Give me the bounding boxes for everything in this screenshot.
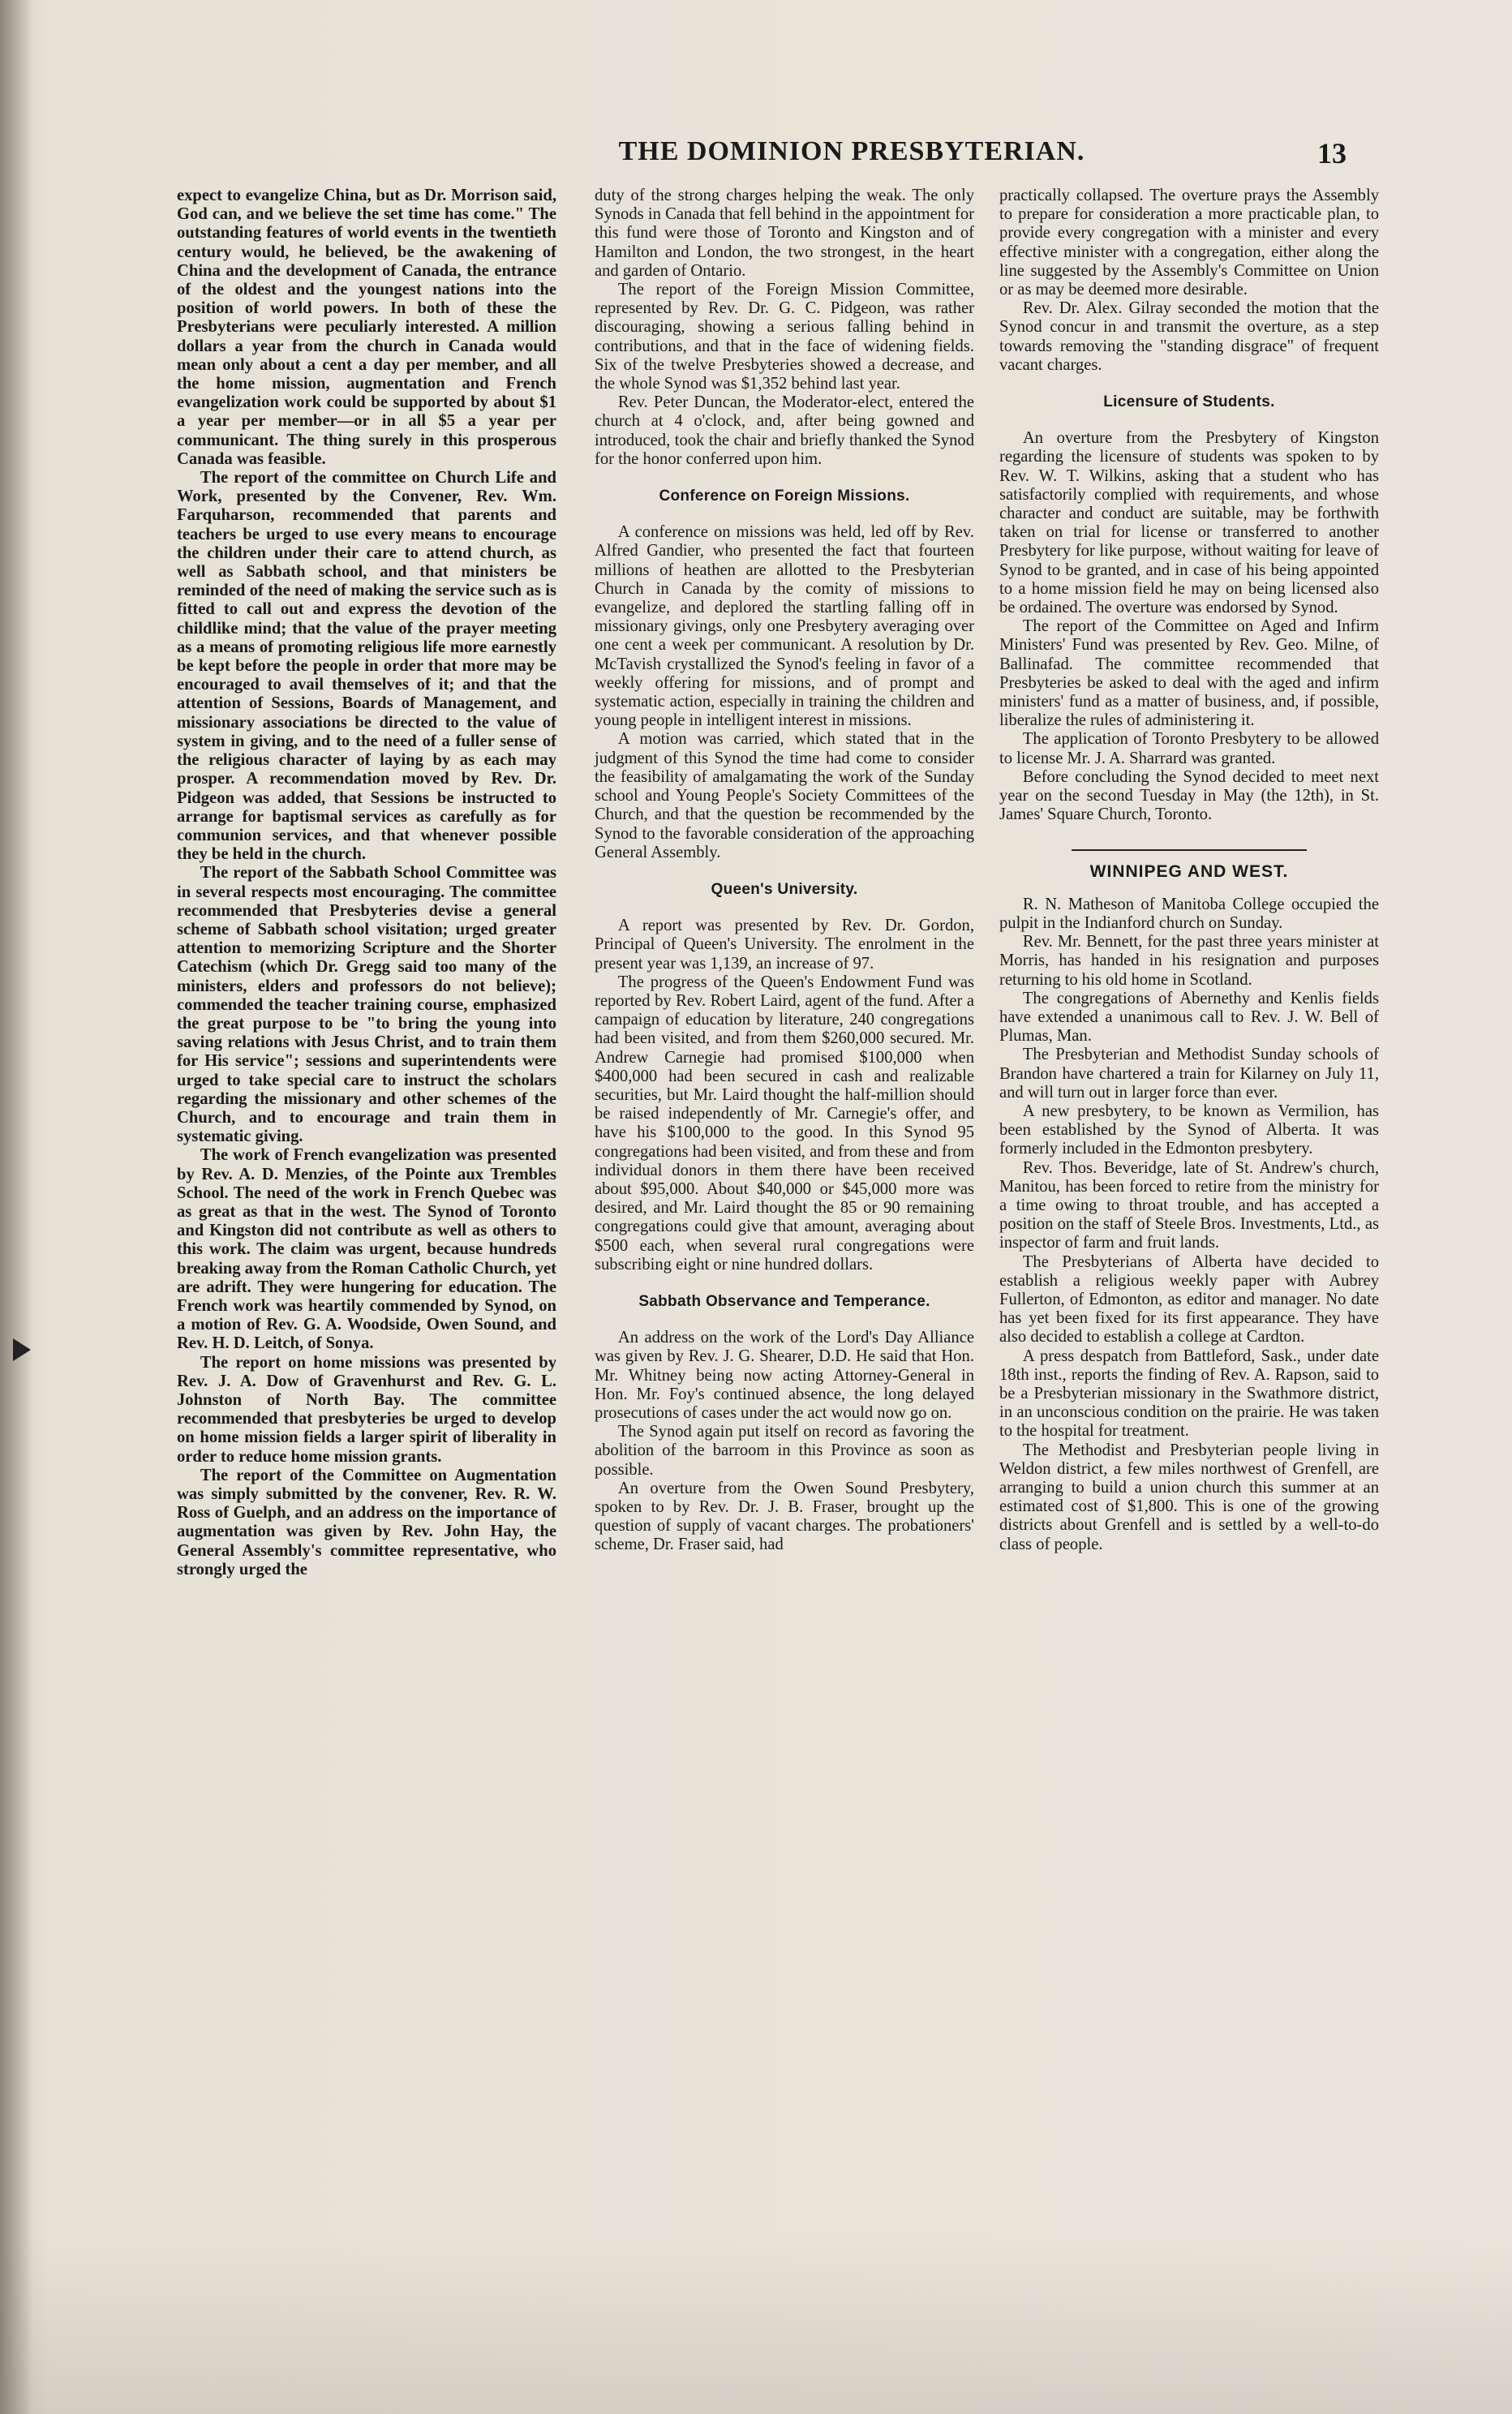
paragraph: Rev. Peter Duncan, the Moderator-elect, entered the church at 4 o'clock, and, after being gowned and introduced, took the chair and briefly thanked the Synod for the honor conferred upon him.: [595, 393, 974, 468]
paragraph: A motion was carried, which stated that in the judgment of this Synod the time had come to consider the feasibility of amalgamating the work of the Sunday school and Young People's Society Committees of the Church, and that the question be recommended by the Synod to the favorable consideration of the approaching General Assembly.: [595, 730, 974, 861]
paragraph: The work of French evangelization was presented by Rev. A. D. Menzies, of the Pointe aux Trembles School. The need of the work in French Quebec was as great as that in the west. The Synod of Toronto and Kingston did not contribute as well as others to this work. The claim was urgent, because hundreds breaking away from the Roman Catholic Church, yet are adrift. They were hungering for education. The French work was heartily commended by Synod, on a motion of Rev. G. A. Woodside, Owen Sound, and Rev. H. D. Leitch, of Sonya.: [177, 1146, 556, 1353]
paragraph: Before concluding the Synod decided to meet next year on the second Tuesday in May (the 12th), in St. James' Square Church, Toronto.: [999, 767, 1379, 824]
paragraph: The report of the Committee on Aged and Infirm Ministers' Fund was presented by Rev. Geo. Milne, of Ballinafad. The committee recommended that Presbyteries be asked to deal with the aged and infirm ministers' fund as a matter of business, and, if possible, liberalize the rules of administering it.: [999, 617, 1379, 730]
paragraph: An address on the work of the Lord's Day Alliance was given by Rev. J. G. Shearer, D.D. He said that Hon. Mr. Whitney being now acting Attorney-General in Hon. Mr. Foy's continued absence, the long delayed prosecutions of cases under the act would now go on.: [595, 1329, 974, 1422]
section-heading: Queen's University.: [711, 880, 858, 898]
column-3: [999, 187, 1379, 1554]
section-heading: Sabbath Observance and Temperance.: [638, 1292, 930, 1310]
paragraph: The report of the committee on Church Life and Work, presented by the Convener, Rev. Wm. Farquharson, recommended that parents and teachers be urged to use every means to encourage the children under their care to attend church, as well as Sabbath school, and that ministers be reminded of the need of making the service such as is fitted to call out and express the devotion of the childlike mind; that the value of the prayer meeting as a means of promoting religious life more earnestly be kept before the people in order that more may be encouraged to avail themselves of it; and that the attention of Sessions, Boards of Management, and missionary associations be directed to the value of system in giving, and to the need of a fuller sense of the religious character of laying by as each may prosper. A recommendation moved by Rev. Dr. Pidgeon was added, that Sessions be instructed to arrange for baptismal services as carefully as for communion services, and that whenever possible they be held in the church.: [177, 469, 556, 864]
paragraph: A press despatch from Battleford, Sask., under date 18th inst., reports the finding of Rev. A. Rapson, said to be a Presbyterian missionary in the Swathmore district, in an unconscious condition on the prairie. He was taken to the hospital for treatment.: [999, 1347, 1379, 1441]
paragraph: A conference on missions was held, led off by Rev. Alfred Gandier, who presented the fact that fourteen millions of heathen are allotted to the Presbyterian Church in Canada by the comity of missions to evangelize, and deplored the startling falling off in missionary givings, only one Presbytery averaging over one cent a week per communicant. A resolution by Dr. McTavish crystallized the Synod's feeling in favor of a weekly offering for missions, and of prompt and systematic action, especially in training the children and young people in intelligent interest in missions.: [595, 523, 974, 730]
masthead-title: THE DOMINION PRESBYTERIAN.: [618, 136, 1085, 166]
page-header: [162, 136, 1347, 177]
paragraph: Rev. Mr. Bennett, for the past three years minister at Morris, has handed in his resignation and purposes returning to his old home in Scotland.: [999, 933, 1379, 989]
paragraph: R. N. Matheson of Manitoba College occupied the pulpit in the Indianford church on Sunday.: [999, 895, 1379, 932]
paragraph: An overture from the Owen Sound Presbytery, spoken to by Rev. Dr. J. B. Fraser, brought up the question of supply of vacant charges. The probationers' scheme, Dr. Fraser said, had: [595, 1479, 974, 1554]
binding-arrow-icon: [13, 1338, 31, 1361]
column-1: [177, 187, 556, 1579]
paragraph: The application of Toronto Presbytery to be allowed to license Mr. J. A. Sharrard was granted.: [999, 730, 1379, 767]
paragraph: A report was presented by Rev. Dr. Gordon, Principal of Queen's University. The enrolment in the present year was 1,139, an increase of 97.: [595, 917, 974, 973]
paragraph: The progress of the Queen's Endowment Fund was reported by Rev. Robert Laird, agent of the fund. After a campaign of education by literature, 240 congregations had been visited, and from them $260,000 secured. Mr. Andrew Carnegie had promised $100,000 when $400,000 had been secured in cash and realizable securities, but Mr. Laird thought the half-million should be raised independently of Mr. Carnegie's offer, and have his $100,000 to the good. In this Synod 95 congregations had been visited, and from these and from individual donors in them there have been received about $95,000. About $40,000 or $45,000 more was desired, and Mr. Laird thought the 85 or 90 remaining congregations could give that amount, averaging about $500 each, when several rural congregations were subscribing eight or nine hundred dollars.: [595, 973, 974, 1274]
section-heading: Licensure of Students.: [1103, 393, 1275, 411]
page-number: 13: [1317, 137, 1347, 170]
paragraph: practically collapsed. The overture prays the Assembly to prepare for consideration a more practicable plan, to provide every congregation with a minister and every effective minister with a congregation, either along the line suggested by the Assembly's Committee on Union or as may be deemed more desirable.: [999, 187, 1379, 299]
section-title: WINNIPEG AND WEST.: [1089, 861, 1289, 881]
page-shadow: [0, 2236, 1512, 2414]
paragraph: An overture from the Presbytery of Kingston regarding the licensure of students was spoken to by Rev. W. T. Wilkins, asking that a student who has satisfactorily complied with requirements, and whose character and conduct are suitable, may be forthwith taken on trial for license or transferred to another Presbytery for like purpose, without waiting for leave of Synod to be granted, and in case of his being appointed to a home mission field he may on being licensed also be ordained. The overture was endorsed by Synod.: [999, 429, 1379, 617]
paragraph: The report of the Sabbath School Committee was in several respects most encouraging. The committee recommended that Presbyteries devise a general scheme of Sabbath school visitation; urged greater attention to memorizing Scripture and the Shorter Catechism (which Dr. Gregg said too many of the ministers, elders and professors do not believe); commended the teacher training course, emphasized the great purpose to be "to bring the young into saving relations with Jesus Christ, and to train them for His service"; sessions and superintendents were urged to take special care to instruct the scholars regarding the missionary and other schemes of the Church, and to encourage and train them in systematic giving.: [177, 864, 556, 1146]
paragraph: Rev. Thos. Beveridge, late of St. Andrew's church, Manitou, has been forced to retire from the ministry for a time owing to throat trouble, and has accepted a position on the staff of Steele Bros. Investments, Ltd., as inspector of farm and fruit lands.: [999, 1158, 1379, 1252]
paragraph: Rev. Dr. Alex. Gilray seconded the motion that the Synod concur in and transmit the overture, as a step towards removing the "standing disgrace" of frequent vacant charges.: [999, 299, 1379, 374]
paragraph: The Presbyterians of Alberta have decided to establish a religious weekly paper with Aubrey Fullerton, of Edmonton, as editor and manager. No date has yet been fixed for its first appearance. They have also decided to establish a college at Cardton.: [999, 1252, 1379, 1347]
paragraph: The Synod again put itself on record as favoring the abolition of the barroom in this Province as soon as possible.: [595, 1423, 974, 1479]
section-divider: [1072, 849, 1307, 851]
paragraph: A new presbytery, to be known as Vermilion, has been established by the Synod of Alberta. It was formerly included in the Edmonton presbytery.: [999, 1102, 1379, 1158]
column-2: [595, 187, 974, 1555]
paragraph: duty of the strong charges helping the weak. The only Synods in Canada that fell behind in the appointment for this fund were those of Toronto and Kingston and of Hamilton and London, the two strongest, in the heart and garden of Ontario.: [595, 187, 974, 280]
paragraph: The Methodist and Presbyterian people living in Weldon district, a few miles northwest of Grenfell, are arranging to build a union church this summer at an estimated cost of $1,800. This is one of the growing districts about Grenfell and is settled by a well-to-do class of people.: [999, 1441, 1379, 1553]
page-binding-edge: [0, 0, 32, 2414]
paragraph: The report of the Foreign Mission Committee, represented by Rev. Dr. G. C. Pidgeon, was rather discouraging, showing a serious falling behind in contributions, and that in the face of widening fields. Six of the twelve Presbyteries showed a decrease, and the whole Synod was $1,352 behind last year.: [595, 281, 974, 393]
paragraph: The report of the Committee on Augmentation was simply submitted by the convener, Rev. R. W. Ross of Guelph, and an address on the importance of augmentation was given by Rev. John Hay, the General Assembly's committee representative, who strongly urged the: [177, 1466, 556, 1579]
paragraph: The congregations of Abernethy and Kenlis fields have extended a unanimous call to Rev. J. W. Bell of Plumas, Man.: [999, 989, 1379, 1046]
paragraph: The report on home missions was presented by Rev. J. A. Dow of Gravenhurst and Rev. G. L. Johnston of North Bay. The committee recommended that presbyteries be urged to develop on home mission fields a larger spirit of liberality in order to reduce home mission grants.: [177, 1353, 556, 1466]
paragraph: expect to evangelize China, but as Dr. Morrison said, God can, and we believe the set time has come." The outstanding features of world events in the twentieth century would, he believed, be the awakening of China and the development of Canada, the entrance of the oldest and the youngest nations into the position of world powers. In both of these the Presbyterians were peculiarly interested. A million dollars a year from the church in Canada would mean only about a cent a day per member, and all the home mission, augmentation and French evangelization work could be supported by about $1 a year per member—or in all $5 a year per communicant. The thing surely in this prosperous Canada was feasible.: [177, 187, 556, 468]
section-heading: Conference on Foreign Missions.: [659, 488, 910, 505]
paragraph: The Presbyterian and Methodist Sunday schools of Brandon have chartered a train for Kilarney on July 11, and will turn out in larger force than ever.: [999, 1046, 1379, 1102]
